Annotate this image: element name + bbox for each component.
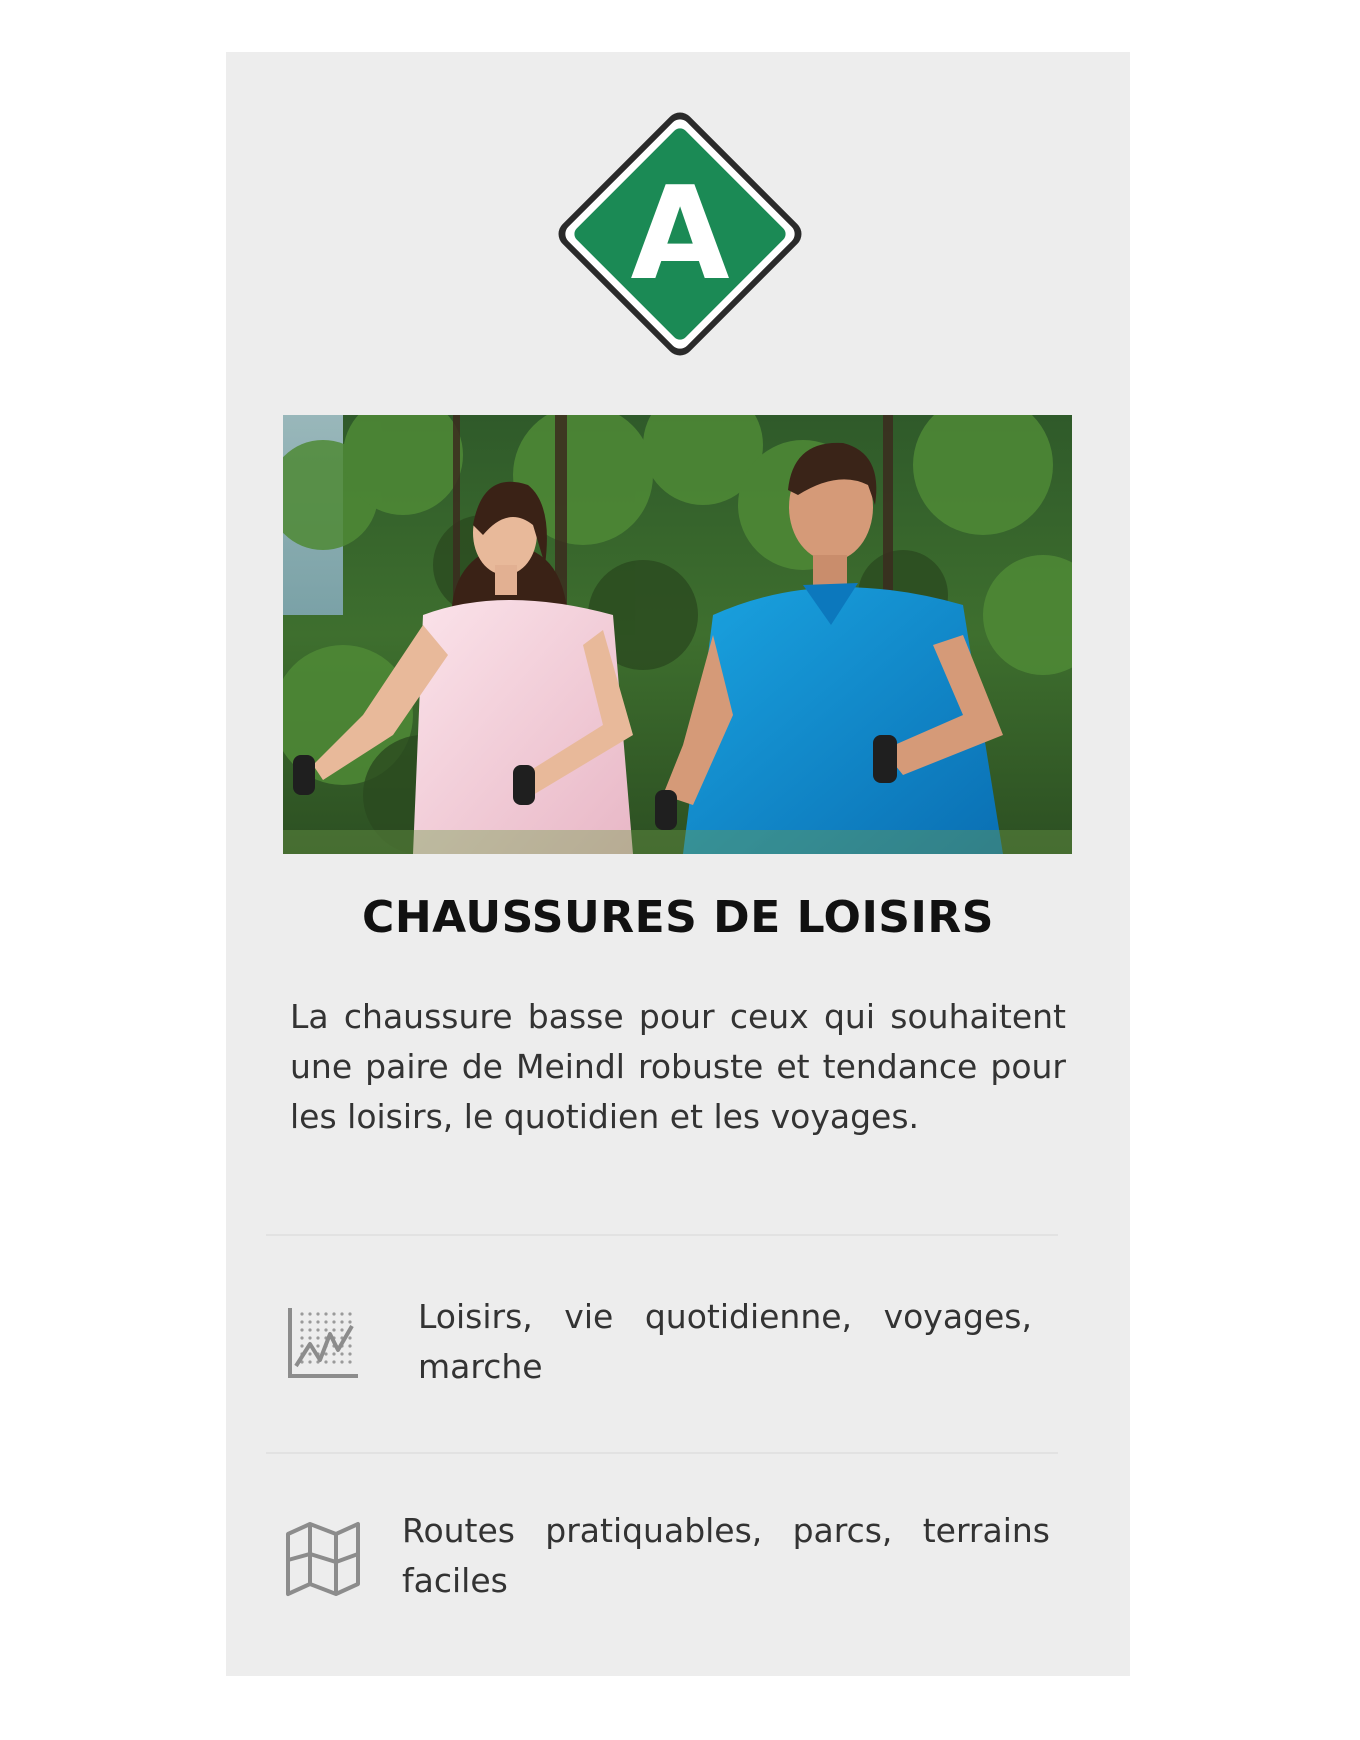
category-title: CHAUSSURES DE LOISIRS bbox=[362, 892, 994, 943]
divider bbox=[266, 1452, 1058, 1454]
logo-letter: A bbox=[630, 160, 730, 309]
divider bbox=[266, 1234, 1058, 1236]
activity-chart-icon bbox=[284, 1304, 362, 1382]
category-description: La chaussure basse pour ceux qui souhaitent une paire de Meindl robuste et tendance pour les loisirs, le quotidien et les voyages. bbox=[290, 997, 1066, 1136]
feature-text: Routes pratiquables, parcs, terrains faciles bbox=[402, 1511, 1050, 1600]
brand-logo bbox=[552, 106, 808, 362]
feature-text: Loisirs, vie quotidienne, voyages, marche bbox=[418, 1297, 1032, 1386]
hikers-photo bbox=[283, 415, 1072, 854]
category-card bbox=[226, 52, 1130, 1676]
map-icon bbox=[284, 1520, 362, 1598]
